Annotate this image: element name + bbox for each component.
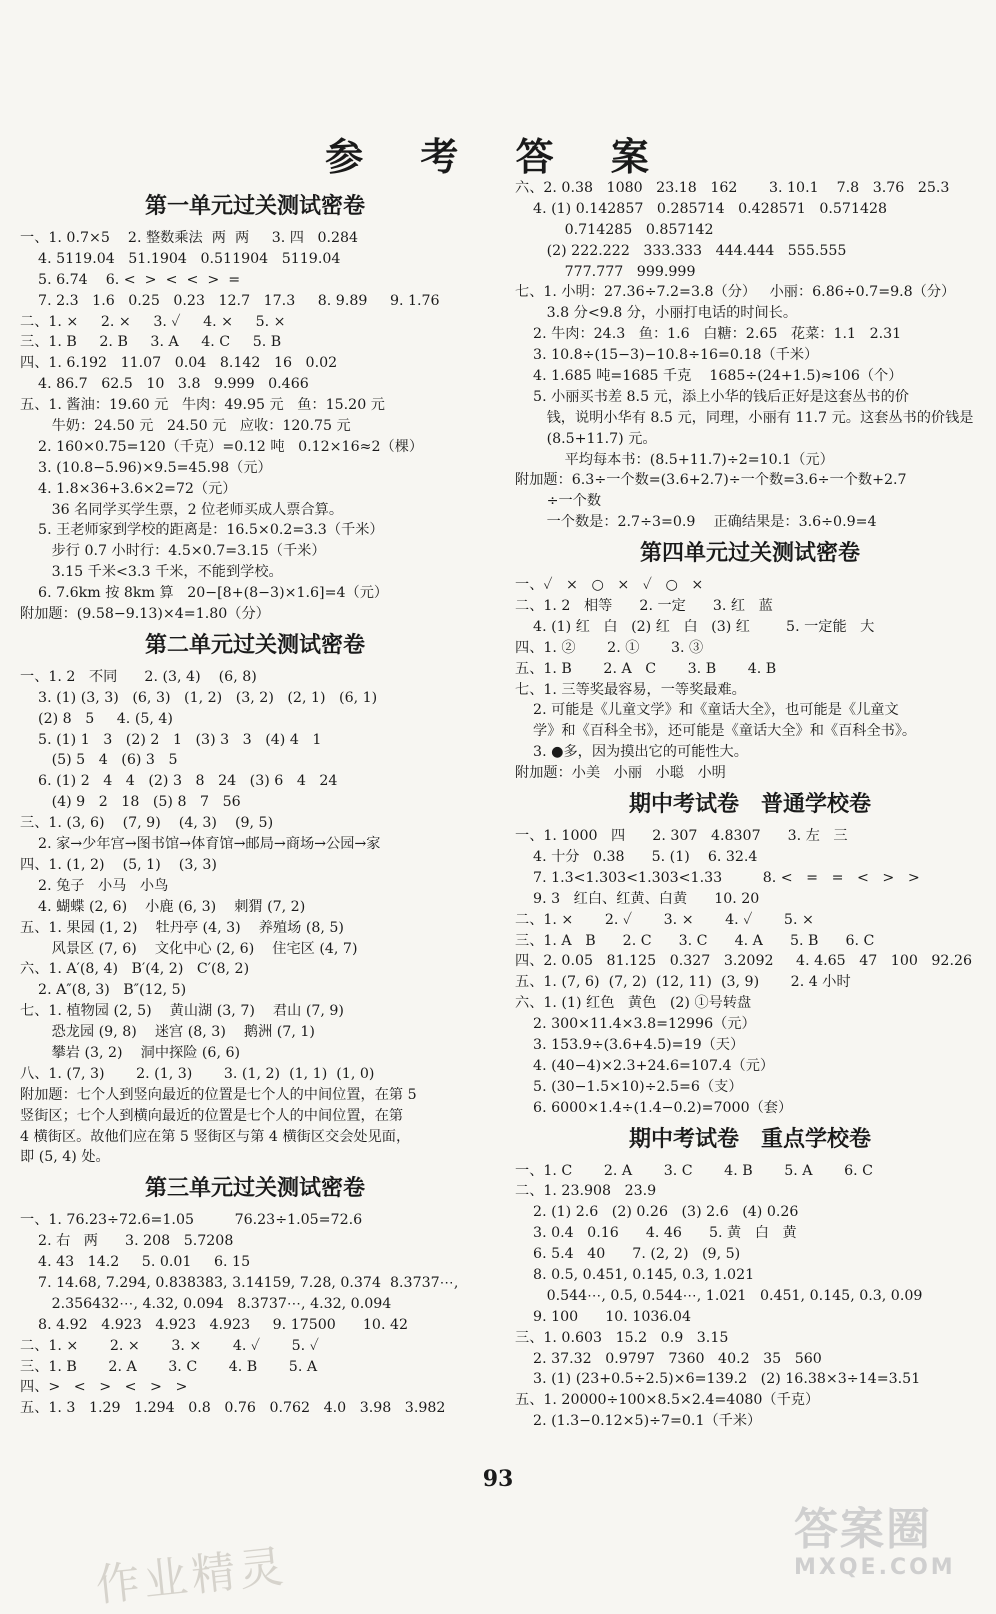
page-title: 参 考 答 案: [325, 134, 671, 179]
answer-line: 6. 5.4 40 7. (2, 2) (9, 5): [515, 1246, 741, 1263]
answer-line: 2. (1) 2.6 (2) 0.26 (3) 2.6 (4) 0.26: [515, 1204, 799, 1221]
answer-line: 八、1. (7, 3) 2. (1, 3) 3. (1, 2) (1, 1) (1, 0): [20, 1065, 375, 1082]
answer-line: (8.5+11.7) 元。: [515, 430, 657, 447]
answer-line: 五、1. B 2. A C 3. B 4. B: [515, 660, 777, 677]
answer-line: 五、1. 酱油：19.60 元 牛肉：49.95 元 鱼：15.20 元: [20, 397, 385, 414]
watermark-url: MXQE.COM: [794, 1555, 956, 1580]
answer-line: 4 横街区。故他们应在第 5 竖街区与第 4 横街区交会处见面，: [20, 1128, 411, 1145]
answer-line: 即 (5, 4) 处。: [20, 1149, 110, 1166]
answer-line: 二、1. × 2. × 3. × 4. ✓ 5. ✓: [20, 1337, 319, 1354]
answer-line: 攀岩 (3, 2) 洞中探险 (6, 6): [20, 1044, 241, 1061]
answer-line: (2) 8 5 4. (5, 4): [20, 710, 173, 727]
answer-line: 6. 6000×1.4÷(1.4−0.2)=7000（套）: [515, 1099, 793, 1116]
answer-line: 二、1. 2 相等 2. 一定 3. 红 蓝: [515, 598, 773, 615]
section-title: 期中考试卷 普通学校卷: [628, 792, 871, 818]
answer-line: 一、1. 1000 四 2. 307 4.8307 3. 左 三: [515, 828, 848, 845]
answer-line: 六、1. (1) 红色 黄色 (2) ①号转盘: [515, 995, 752, 1012]
answer-line: (4) 9 2 18 (5) 8 7 56: [20, 794, 241, 811]
answer-line: 二、1. × 2. ✓ 3. × 4. ✓ 5. ×: [515, 911, 814, 928]
answer-line: 2. A″(8, 3) B″(12, 5): [20, 982, 187, 999]
answer-line: 4. 5119.04 51.1904 0.511904 5119.04: [20, 250, 341, 267]
answer-line: 七、1. 三等奖最容易，一等奖最难。: [515, 681, 746, 698]
page-number: 93: [482, 1466, 514, 1492]
answer-line: 3. (1) (3, 3) (6, 3) (1, 2) (3, 2) (2, 1) (6, 1): [20, 689, 378, 706]
answer-line: 3. 153.9÷(3.6+4.5)=19（天）: [515, 1036, 745, 1053]
answer-line: 牛奶：24.50 元 24.50 元 应收：120.75 元: [20, 418, 351, 435]
answer-line: 风景区 (7, 6) 文化中心 (2, 6) 住宅区 (4, 7): [20, 940, 358, 957]
answer-line: 平均每本书：(8.5+11.7)÷2=10.1（元）: [515, 451, 834, 468]
answer-line: 2. 37.32 0.9797 7360 40.2 35 560: [515, 1350, 822, 1367]
watermark-right: [794, 1505, 984, 1593]
answer-line: 三、1. B 2. A 3. C 4. B 5. A: [20, 1358, 318, 1375]
answer-line: 钱，说明小华有 8.5 元，同理，小丽有 11.7 元。这套丛书的价钱是: [515, 409, 974, 426]
section-title: 第四单元过关测试密卷: [639, 541, 860, 567]
section-title: 第一单元过关测试密卷: [144, 194, 365, 219]
answer-line: 五、1. (7, 6) (7, 2) (12, 11) (3, 9) 2. 4 小时: [515, 974, 851, 991]
answer-line: 7. 1.3<1.303<1.303<1.33 8. < = = < > >: [515, 869, 920, 886]
answer-line: 一、1. 2 不同 2. (3, 4) (6, 8): [20, 668, 257, 685]
answer-line: 3. 0.4 0.16 4. 46 5. 黄 白 黄: [515, 1225, 797, 1242]
answer-line: 附加题：小美 小丽 小聪 小明: [515, 765, 726, 782]
answer-line: 一个数是：2.7÷3=0.9 正确结果是：3.6÷0.9=4: [515, 514, 877, 531]
answer-line: 3.8 分<9.8 分，小丽打电话的时间长。: [515, 305, 798, 322]
answer-line: 4. (1) 红 白 (2) 红 白 (3) 红 5. 一定能 大: [515, 618, 875, 635]
answer-line: 五、1. 果园 (1, 2) 牡丹亭 (4, 3) 养殖场 (8, 5): [20, 919, 344, 936]
answer-line: 5. 王老师家到学校的距离是：16.5×0.2=3.3（千米）: [20, 522, 384, 539]
answer-line: 2. 160×0.75=120（千克）=0.12 吨 0.12×16≈2（棵）: [20, 438, 424, 455]
answer-line: 5. 6.74 6. < > < < > =: [20, 271, 241, 288]
answer-line: 7. 14.68, 7.294, 0.838383, 3.14159, 7.28, 0.374 8.3737⋯,: [20, 1274, 459, 1291]
answer-line: 附加题：6.3÷一个数=(3.6+2.7)÷一个数=3.6÷一个数+2.7: [515, 472, 907, 489]
answer-line: 8. 4.92 4.923 4.923 4.923 9. 17500 10. 42: [20, 1316, 409, 1333]
answer-line: 3.15 千米<3.3 千米，不能到学校。: [20, 564, 283, 581]
answer-line: 三、1. A B 2. C 3. C 4. A 5. B 6. C: [515, 932, 875, 949]
answer-line: 4. 43 14.2 5. 0.01 6. 15: [20, 1254, 251, 1271]
answer-line: 2. 牛肉：24.3 鱼：1.6 白糖：2.65 花菜：1.1 2.31: [515, 326, 902, 343]
answer-line: 4. 十分 0.38 5. (1) 6. 32.4: [515, 848, 758, 865]
answer-line: 二、1. 23.908 23.9: [515, 1183, 657, 1200]
answer-line: 一、1. C 2. A 3. C 4. B 5. A 6. C: [515, 1162, 873, 1179]
answer-line: 5. (30−1.5×10)÷2.5=6（支）: [515, 1078, 743, 1095]
answer-line: 四、2. 0.05 81.125 0.327 3.2092 4. 4.65 47 100 92.26: [515, 953, 973, 970]
answer-line: 一、1. 0.7×5 2. 整数乘法 两 两 3. 四 0.284: [20, 230, 359, 246]
answer-line: 四、> < > < > >: [20, 1379, 188, 1396]
answer-line: 7. 2.3 1.6 0.25 0.23 12.7 17.3 8. 9.89 9. 1.76: [20, 292, 440, 309]
answer-line: 六、2. 0.38 1080 23.18 162 3. 10.1 7.8 3.76 25.3: [515, 180, 950, 196]
answer-line: 5. 小丽买书差 8.5 元，添上小华的钱后正好是这套丛书的价: [515, 388, 909, 405]
answer-line: 2.356432⋯, 4.32, 0.094 8.3737⋯, 4.32, 0.094: [20, 1295, 392, 1312]
answer-line: 9. 100 10. 1036.04: [515, 1308, 691, 1325]
answer-line: ÷一个数: [515, 493, 602, 510]
answer-line: 2. 右 两 3. 208 5.7208: [20, 1233, 234, 1250]
section-title: 第三单元过关测试密卷: [144, 1176, 365, 1202]
answer-line: 二、1. × 2. × 3. ✓ 4. × 5. ×: [20, 313, 286, 330]
answer-line: 附加题：七个人到竖向最近的位置是七个人的中间位置，在第 5: [20, 1086, 417, 1103]
answer-line: 三、1. (3, 6) (7, 9) (4, 3) (9, 5): [20, 815, 274, 832]
answer-line: (2) 222.222 333.333 444.444 555.555: [515, 242, 847, 259]
answer-line: 五、1. 3 1.29 1.294 0.8 0.76 0.762 4.0 3.98 3.982: [20, 1400, 446, 1417]
answer-line: 4. 1.8×36+3.6×2=72（元）: [20, 480, 237, 497]
answer-line: 0.544⋯, 0.5, 0.544⋯, 1.021 0.451, 0.145, 0.3, 0.09: [515, 1287, 923, 1304]
watermark-left: 作业精灵: [93, 1541, 290, 1612]
answer-line: 一、✓ × ○ × ✓ ○ ×: [515, 577, 704, 594]
answer-line: 竖街区；七个人到横向最近的位置是七个人的中间位置，在第: [20, 1107, 404, 1124]
answer-line: 6. 7.6km 按 8km 算 20−[8+(8−3)×1.6]=4（元）: [20, 585, 389, 602]
answer-line: 三、1. 0.603 15.2 0.9 3.15: [515, 1329, 729, 1346]
answer-line: 2. (1.3−0.12×5)÷7=0.1（千米）: [515, 1413, 762, 1430]
answer-line: 恐龙园 (9, 8) 迷宫 (8, 3) 鹅洲 (7, 1): [20, 1024, 315, 1041]
answer-line: 6. (1) 2 4 4 (2) 3 8 24 (3) 6 4 24: [20, 773, 338, 790]
answer-line: 4. 86.7 62.5 10 3.8 9.999 0.466: [20, 376, 309, 393]
right-column: [515, 178, 985, 1432]
section-title: 期中考试卷 重点学校卷: [628, 1126, 871, 1152]
answer-line: 学》和《百科全书》，还可能是《童话大全》和《百科全书》。: [515, 723, 917, 740]
answer-line: 3. ●多，因为摸出它的可能性大。: [515, 744, 748, 761]
answer-line: 4. 蝴蝶 (2, 6) 小鹿 (6, 3) 刺猬 (7, 2): [20, 898, 306, 915]
answer-line: 9. 3 红白、红黄、白黄 10. 20: [515, 890, 760, 907]
answer-line: 5. (1) 1 3 (2) 2 1 (3) 3 3 (4) 4 1: [20, 731, 322, 748]
answer-line: 3. (1) (23+0.5÷2.5)×6=139.2 (2) 16.38×3÷14=3.51: [515, 1371, 921, 1388]
answer-line: 4. (1) 0.142857 0.285714 0.428571 0.571428: [515, 200, 888, 217]
section-title: 第二单元过关测试密卷: [144, 632, 365, 658]
answer-line: 四、1. 6.192 11.07 0.04 8.142 16 0.02: [20, 355, 338, 372]
answer-line: 2. 300×11.4×3.8=12996（元）: [515, 1016, 756, 1033]
answer-line: 五、1. 20000÷100×8.5×2.4=4080（千克）: [515, 1392, 820, 1409]
left-column: [20, 186, 490, 1419]
answer-line: 三、1. B 2. B 3. A 4. C 5. B: [20, 334, 282, 351]
answer-line: 一、1. 76.23÷72.6=1.05 76.23÷1.05=72.6: [20, 1212, 363, 1229]
answer-line: 四、1. ② 2. ① 3. ③: [515, 639, 704, 656]
answer-line: 36 名同学买学生票，2 位老师买成人票合算。: [20, 501, 344, 518]
answer-line: 七、1. 植物园 (2, 5) 黄山湖 (3, 7) 君山 (7, 9): [20, 1003, 344, 1020]
answer-line: 七、1. 小明：27.36÷7.2=3.8（分） 小丽：6.86÷0.7=9.8（分）: [515, 284, 956, 301]
answer-line: 4. 1.685 吨=1685 千克 1685÷(24+1.5)≈106（个）: [515, 368, 903, 385]
answer-line: 0.714285 0.857142: [515, 221, 714, 238]
answer-line: 4. (40−4)×2.3+24.6=107.4（元）: [515, 1057, 775, 1074]
answer-line: 2. 兔子 小马 小鸟: [20, 877, 169, 894]
answer-line: (5) 5 4 (6) 3 5: [20, 752, 178, 769]
answer-line: 步行 0.7 小时行：4.5×0.7=3.15（千米）: [20, 543, 326, 560]
watermark-logo: 答案圈: [794, 1504, 932, 1555]
answer-line: 777.777 999.999: [515, 263, 696, 280]
answer-line: 六、1. A′(8, 4) B′(4, 2) C′(8, 2): [20, 961, 250, 978]
answer-line: 3. (10.8−5.96)×9.5=45.98（元）: [20, 459, 272, 476]
answer-line: 2. 家→少年宫→图书馆→体育馆→邮局→商场→公园→家: [20, 836, 381, 853]
answer-line: 附加题：(9.58−9.13)×4=1.80（分）: [20, 606, 270, 623]
answer-line: 3. 10.8÷(15−3)−10.8÷16=0.18（千米）: [515, 347, 819, 364]
answer-line: 四、1. (1, 2) (5, 1) (3, 3): [20, 856, 217, 873]
answer-line: 2. 可能是《儿童文学》和《童话大全》，也可能是《儿童文: [515, 702, 899, 719]
answer-line: 8. 0.5, 0.451, 0.145, 0.3, 1.021: [515, 1266, 755, 1283]
